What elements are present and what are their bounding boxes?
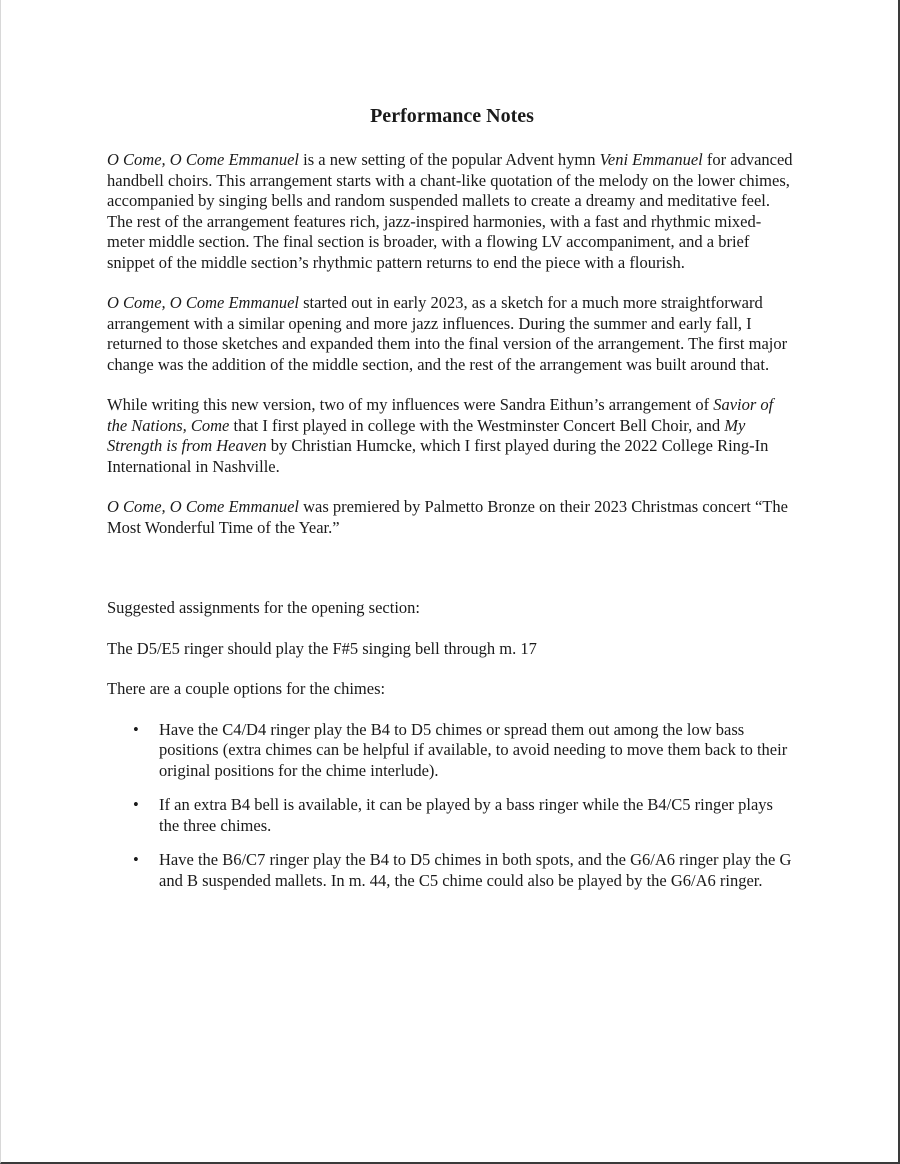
list-item-text: If an extra B4 bell is available, it can be played by a bass ringer while the B4/C5 ringer plays the three chimes. (159, 795, 773, 835)
text-run: for advanced handbell choirs. This arrangement starts with a chant-like quotation of the melody on the lower chimes, accompanied by singing bells and random suspended mallets to create a dreamy and meditative feel. The rest of the arrangement features rich, jazz-inspired harmonies, with a fast and rhythmic mixed-meter middle section. The final section is broader, with a flowing LV accompaniment, and a brief snippet of the middle section’s rhythmic pattern returns to end the piece with a flourish. (107, 150, 793, 272)
list-item (107, 795, 797, 836)
text-run: that I first played in college with the Westminster Concert Bell Choir, and (229, 415, 725, 435)
bullet-marker: • (133, 719, 139, 739)
page-content (107, 102, 797, 905)
chime-options-list (107, 720, 797, 892)
text-run: was premiered by Palmetto Bronze on their 2023 Christmas concert “The Most Wonderful Time of the Year.” (107, 497, 788, 537)
chimes-intro: There are a couple options for the chimes: (107, 679, 386, 698)
singing-bell-note: The D5/E5 ringer should play the F#5 singing bell through m. 17 (107, 638, 537, 658)
italic-title: My Strength is from Heaven (107, 415, 746, 455)
assignments-heading: Suggested assignments for the opening section: (107, 598, 420, 617)
italic-title: Veni Emmanuel (599, 150, 703, 169)
paragraph (107, 395, 797, 477)
bullet-marker: • (133, 795, 139, 814)
list-item-text: Have the C4/D4 ringer play the B4 to D5 chimes or spread them out among the low bass positions (extra chimes can be helpful if available, to avoid needing to move them back to their original positions for the chime interlude). (159, 719, 788, 780)
paragraph (107, 497, 797, 538)
italic-title: O Come, O Come Emmanuel (107, 150, 300, 169)
italic-title: O Come, O Come Emmanuel (107, 293, 300, 312)
text-run: started out in early 2023, as a sketch for a much more straightforward arrangement with a similar opening and more jazz influences. During the summer and early fall, I returned to those sketches and expanded them into the final version of the arrangement. The first major change was the addition of the middle section, and the rest of the arrangement was built around that. (107, 293, 788, 374)
paragraph (107, 293, 797, 375)
list-item (107, 850, 797, 891)
italic-title: Savior of the Nations, Come (107, 395, 774, 435)
paragraph (107, 150, 797, 273)
section-spacer (107, 558, 797, 598)
list-item (107, 720, 797, 782)
italic-title: O Come, O Come Emmanuel (107, 497, 300, 516)
text-run: by Christian Humcke, which I first played during the 2022 College Ring-In International in Nashville. (107, 436, 769, 476)
text-run: While writing this new version, two of my influences were Sandra Eithun’s arrangement of (107, 395, 714, 414)
list-item-text: Have the B6/C7 ringer play the B4 to D5 chimes in both spots, and the G6/A6 ringer play the G and B suspended mallets. In m. 44, the C5 chime could also be played by the G6/A6 ringer. (159, 850, 792, 890)
page-title: Performance Notes (370, 105, 534, 127)
bullet-marker: • (133, 850, 139, 869)
text-run: is a new setting of the popular Advent hymn (299, 150, 600, 169)
